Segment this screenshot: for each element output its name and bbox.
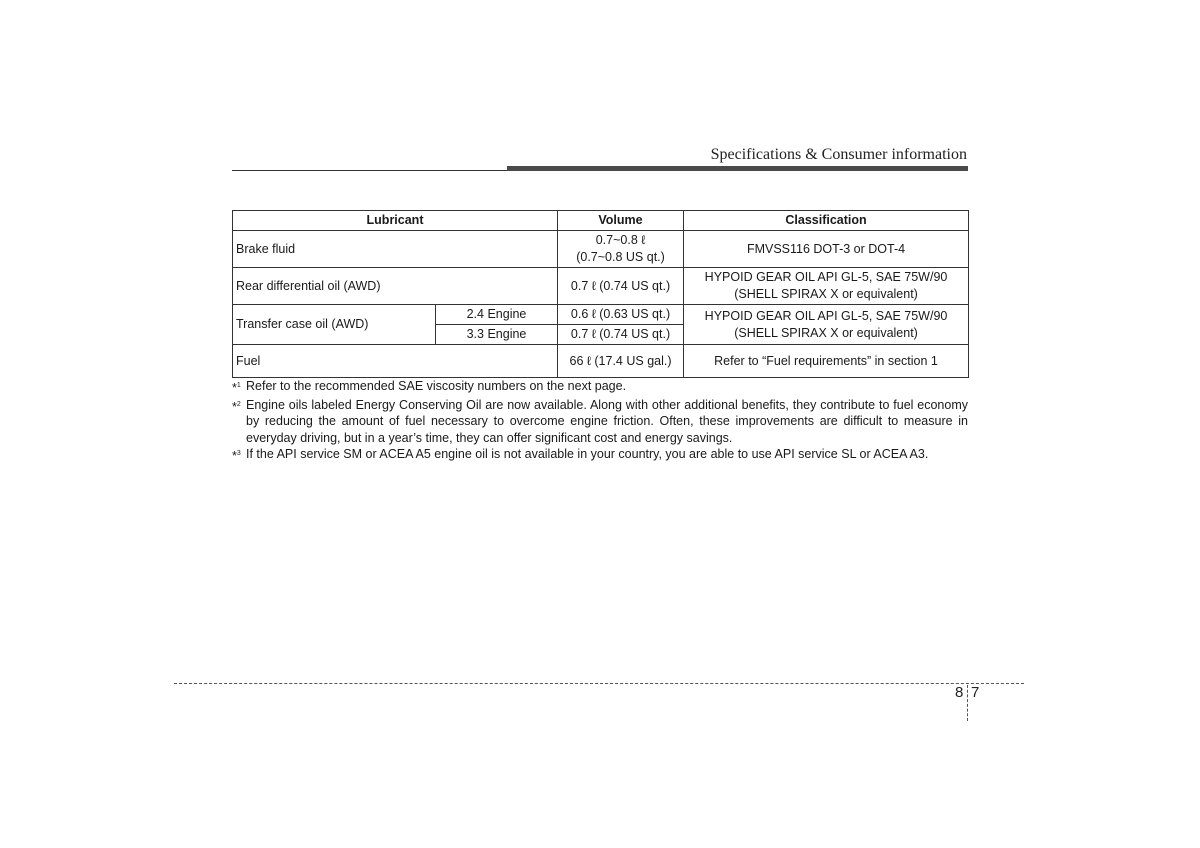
classification-line: HYPOID GEAR OIL API GL-5, SAE 75W/90	[704, 270, 948, 284]
footnote	[232, 397, 968, 447]
section-title: Specifications & Consumer information	[710, 146, 967, 163]
volume-cell: 0.7 ℓ (0.74 US qt.)	[558, 325, 684, 345]
classification-line: (SHELL SPIRAX X or equivalent)	[734, 325, 918, 340]
table-row	[233, 305, 969, 325]
table-row	[233, 345, 969, 378]
classification-line: (SHELL SPIRAX X or equivalent)	[734, 287, 918, 301]
header-rule-thin	[232, 170, 508, 171]
table-header-row	[233, 211, 969, 231]
volume-line: (0.7~0.8 US qt.)	[576, 250, 665, 264]
engine-cell: 2.4 Engine	[436, 305, 558, 325]
lubricant-table	[232, 210, 969, 378]
column-header-classification: Classification	[684, 211, 969, 231]
volume-cell: 0.6 ℓ (0.63 US qt.)	[558, 305, 684, 325]
header-rule-thick	[507, 166, 968, 171]
table-row	[233, 268, 969, 305]
lubricant-cell: Brake fluid	[233, 231, 558, 268]
lubricant-cell: Transfer case oil (AWD)	[233, 305, 436, 345]
chapter-number: 8	[955, 684, 964, 701]
classification-cell	[684, 268, 969, 305]
classification-line: HYPOID GEAR OIL API GL-5, SAE 75W/90	[704, 308, 948, 323]
footnote-mark: *$^1$	[232, 381, 241, 396]
lubricant-cell: Fuel	[233, 345, 558, 378]
footnote-text: Engine oils labeled Energy Conserving Oil are now available. Along with other additional benefits, they contribute to fuel economy by reducing the amount of fuel necessary to overcome engine friction. Often, these improvements are difficult to measure in everyday driving, but in a year’s time, they can offer significant cost and energy savings.	[246, 397, 968, 445]
page-number-divider	[967, 685, 968, 721]
classification-cell: FMVSS116 DOT-3 or DOT-4	[684, 231, 969, 268]
volume-cell	[558, 231, 684, 268]
engine-cell: 3.3 Engine	[436, 325, 558, 345]
classification-cell: Refer to “Fuel requirements” in section 1	[684, 345, 969, 378]
volume-line: 0.7~0.8 ℓ	[595, 233, 646, 247]
footnotes	[232, 378, 968, 465]
footnote-text: If the API service SM or ACEA A5 engine oil is not available in your country, you are able to use API service SL or ACEA A3.	[246, 447, 929, 462]
volume-cell: 0.7 ℓ (0.74 US qt.)	[558, 268, 684, 305]
classification-cell	[684, 305, 969, 345]
volume-cell: 66 ℓ (17.4 US gal.)	[558, 345, 684, 378]
footnote	[232, 378, 968, 397]
lubricant-cell: Rear differential oil (AWD)	[233, 268, 558, 305]
page-number: 7	[971, 684, 980, 701]
table-row	[233, 231, 969, 268]
column-header-volume: Volume	[558, 211, 684, 231]
footnote-mark: *$^2$	[232, 399, 241, 414]
footer-divider	[174, 683, 1024, 684]
column-header-lubricant: Lubricant	[233, 211, 558, 231]
footnote-mark: *$^3$	[232, 449, 241, 464]
footnote	[232, 446, 968, 465]
footnote-text: Refer to the recommended SAE viscosity numbers on the next page.	[246, 379, 627, 393]
